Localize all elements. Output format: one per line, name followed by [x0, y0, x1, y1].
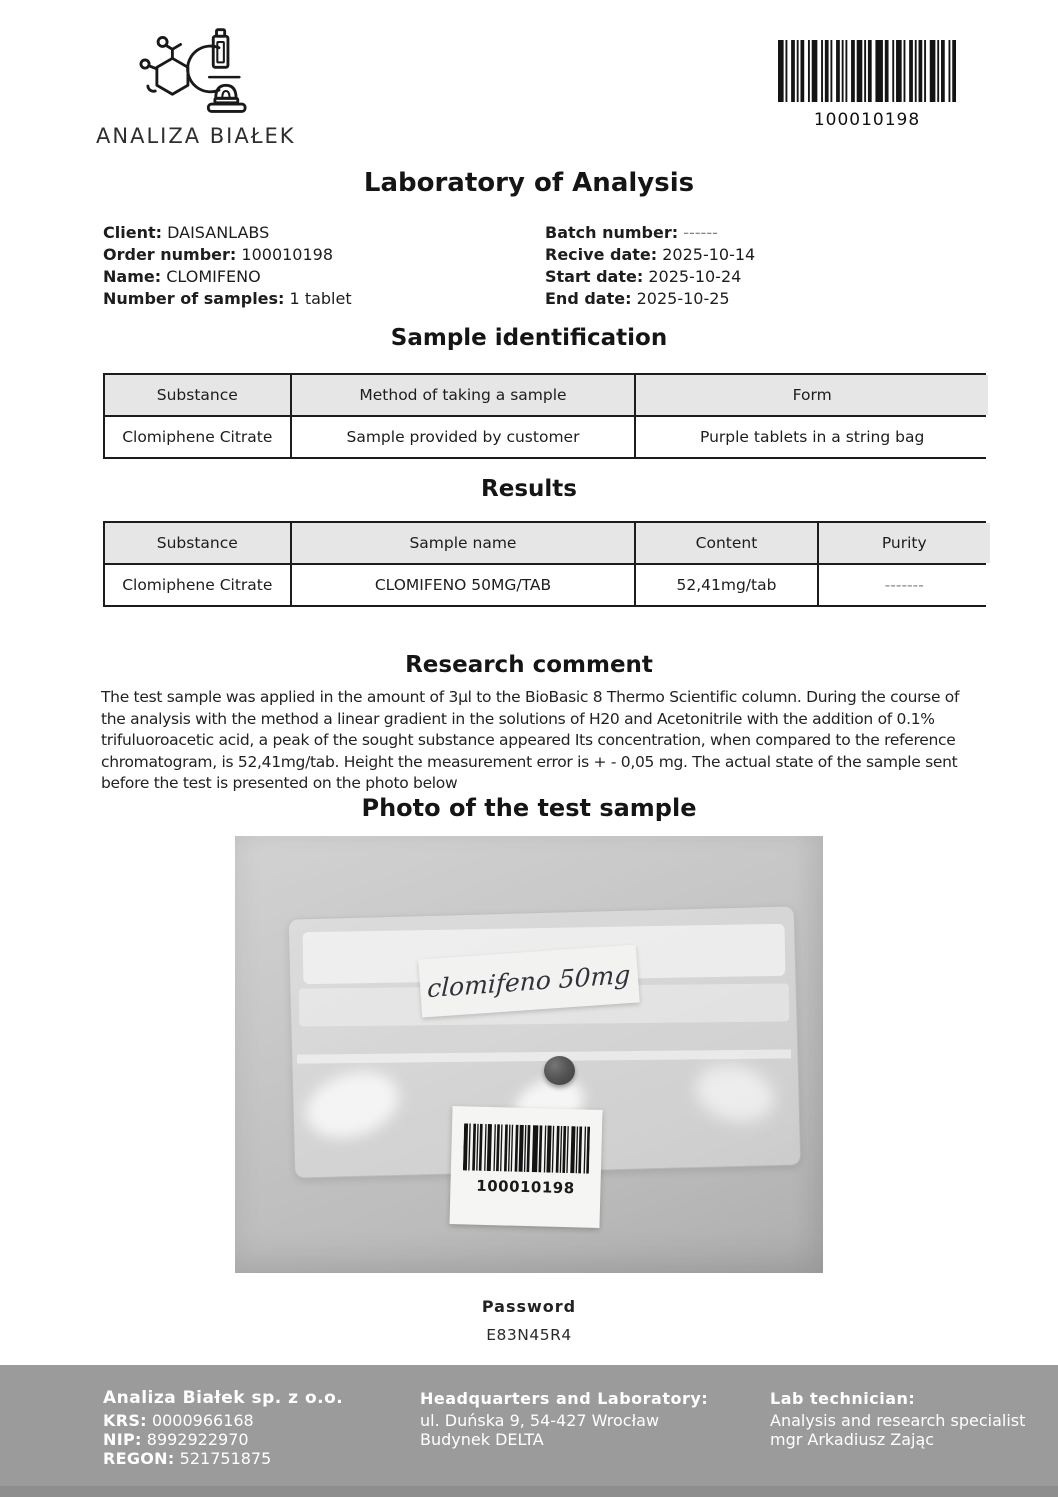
- handwritten-label: clomifeno 50mg: [418, 944, 640, 1017]
- sample-identification-heading: Sample identification: [390, 325, 668, 351]
- table-cell-form: Purple tablets in a string bag: [636, 417, 988, 457]
- name-row: Name: CLOMIFENO: [103, 267, 261, 286]
- research-comment-heading: Research comment: [405, 652, 653, 678]
- sample-photo: [235, 836, 823, 1273]
- samples-row: Number of samples: 1 tablet: [103, 289, 352, 308]
- order-info-right: [545, 222, 755, 310]
- column-header: Form: [636, 375, 988, 415]
- footer-hq-title: Headquarters and Laboratory:: [420, 1389, 709, 1408]
- footer-tech-role: Analysis and research specialist: [770, 1411, 1026, 1430]
- sample-identification-table: [103, 373, 986, 459]
- order-info-left: [103, 222, 352, 310]
- column-header: Substance: [105, 523, 290, 563]
- microscope-molecule-logo-icon: [133, 24, 251, 120]
- column-header: Content: [636, 523, 816, 563]
- footer-company-block: [103, 1389, 343, 1468]
- barcode-image: [778, 40, 956, 102]
- footer-krs-row: KRS: 0000966168: [103, 1411, 254, 1430]
- footer-nip-row: NIP: 8992922970: [103, 1430, 249, 1449]
- table-cell-sample-name: CLOMIFENO 50MG/TAB: [292, 565, 635, 605]
- footer-tech-name: mgr Arkadiusz Zając: [770, 1430, 935, 1449]
- footer-regon-row: REGON: 521751875: [103, 1449, 272, 1468]
- footer-hq-address: ul. Duńska 9, 54-427 Wrocław: [420, 1411, 660, 1430]
- footer: [0, 1365, 1058, 1497]
- table-cell-content: 52,41mg/tab: [636, 565, 816, 605]
- password-label: Password: [481, 1297, 577, 1316]
- results-table: [103, 521, 986, 607]
- end-date-row: End date: 2025-10-25: [545, 289, 730, 308]
- start-date-row: Start date: 2025-10-24: [545, 267, 742, 286]
- brand-logo-block: [96, 24, 296, 148]
- password-value: E83N45R4: [486, 1326, 572, 1344]
- footer-company-name: Analiza Białek sp. z o.o.: [103, 1388, 344, 1408]
- column-header: Sample name: [292, 523, 635, 563]
- footer-hq-block: [420, 1389, 708, 1449]
- column-header: Purity: [819, 523, 990, 563]
- photo-barcode-label: [449, 1106, 602, 1228]
- table-cell-method: Sample provided by customer: [292, 417, 635, 457]
- photo-barcode-number: 100010198: [476, 1176, 575, 1198]
- page-title: Laboratory of Analysis: [363, 168, 695, 198]
- footer-tech-block: [770, 1389, 1025, 1449]
- header-barcode-number: 100010198: [813, 110, 921, 130]
- photo-barcode-image: [463, 1123, 590, 1173]
- column-header: Substance: [105, 375, 290, 415]
- table-cell-purity: -------: [819, 565, 990, 605]
- batch-number-row: Batch number: ------: [545, 223, 718, 242]
- table-cell-substance: Clomiphene Citrate: [105, 565, 290, 605]
- client-row: Client: DAISANLABS: [103, 223, 270, 242]
- header-barcode-block: [778, 40, 956, 130]
- receive-date-row: Recive date: 2025-10-14: [545, 245, 756, 264]
- footer-tech-title: Lab technician:: [770, 1389, 916, 1408]
- brand-name: ANALIZA BIAŁEK: [96, 124, 296, 148]
- footer-hq-building: Budynek DELTA: [420, 1430, 544, 1449]
- photo-heading: Photo of the test sample: [361, 794, 697, 822]
- table-cell-substance: Clomiphene Citrate: [105, 417, 290, 457]
- results-heading: Results: [481, 476, 577, 502]
- research-comment-text: The test sample was applied in the amount of 3µl to the BioBasic 8 Thermo Scientific column. During the course of the analysis with the method a linear gradient in the solutions of H20 and Acetonitrile with the addition of 0.1% trifuluoroacetic acid, a peak of the sought substance appeared Its concentration, when compared to the reference chromatogram, is 52,41mg/tab. Height the measurement error is + - 0,05 mg. The actual state of the sample sent before the test is presented on the photo below: [101, 688, 960, 792]
- order-number-row: Order number: 100010198: [103, 245, 334, 264]
- tablet-pill: [544, 1056, 575, 1085]
- column-header: Method of taking a sample: [292, 375, 635, 415]
